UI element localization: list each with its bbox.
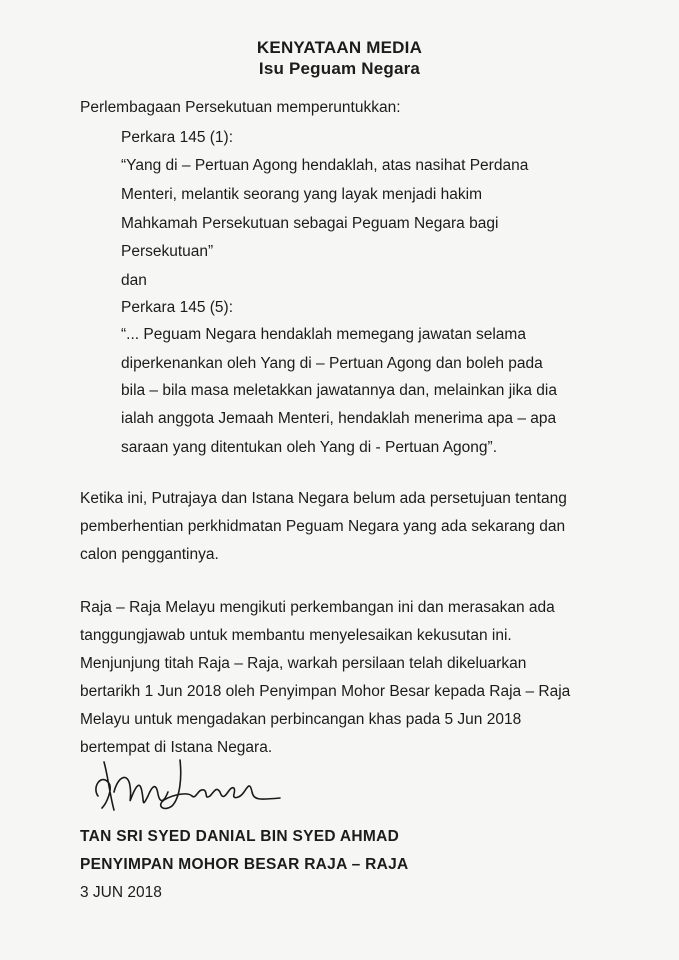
- article-2-line: “... Peguam Negara hendaklah memegang jawatan selama: [121, 326, 526, 343]
- signature-date: 3 JUN 2018: [80, 884, 162, 901]
- article-1-line: Persekutuan”: [121, 243, 214, 260]
- signatory-name: TAN SRI SYED DANIAL BIN SYED AHMAD: [80, 828, 400, 845]
- handwritten-signature-icon: [84, 752, 284, 822]
- document-title: KENYATAAN MEDIA: [256, 38, 423, 57]
- paragraph-2-line: Melayu untuk mengadakan perbincangan khas pada 5 Jun 2018: [80, 711, 522, 728]
- signatory-position: PENYIMPAN MOHOR BESAR RAJA – RAJA: [80, 856, 409, 873]
- conjunction: dan: [121, 272, 147, 289]
- article-1-line: “Yang di – Pertuan Agong hendaklah, atas nasihat Perdana: [121, 157, 529, 174]
- document-subtitle: Isu Peguam Negara: [258, 59, 421, 78]
- paragraph-2-line: Raja – Raja Melayu mengikuti perkembangan ini dan merasakan ada: [80, 599, 555, 616]
- paragraph-1-line: calon penggantinya.: [80, 546, 219, 563]
- article-2-line: saraan yang ditentukan oleh Yang di - Pertuan Agong”.: [121, 439, 498, 456]
- paragraph-1-line: pemberhentian perkhidmatan Peguam Negara yang ada sekarang dan: [80, 518, 566, 535]
- paragraph-2-line: tanggungjawab untuk membantu menyelesaikan kekusutan ini.: [80, 627, 512, 644]
- intro-line: Perlembagaan Persekutuan memperuntukkan:: [80, 99, 401, 116]
- article-1-line: Menteri, melantik seorang yang layak menjadi hakim: [121, 186, 482, 203]
- article-2-line: bila – bila masa meletakkan jawatannya dan, melainkan jika dia: [121, 382, 557, 399]
- paragraph-1-line: Ketika ini, Putrajaya dan Istana Negara belum ada persetujuan tentang: [80, 490, 567, 507]
- paragraph-2-line: Menjunjung titah Raja – Raja, warkah persilaan telah dikeluarkan: [80, 655, 527, 672]
- paragraph-2-line: bertarikh 1 Jun 2018 oleh Penyimpan Mohor Besar kepada Raja – Raja: [80, 683, 571, 700]
- article-2-line: ialah anggota Jemaah Menteri, hendaklah menerima apa – apa: [121, 410, 557, 427]
- article-2-line: diperkenankan oleh Yang di – Pertuan Agong dan boleh pada: [121, 355, 543, 372]
- article-1-line: Mahkamah Persekutuan sebagai Peguam Negara bagi: [121, 215, 499, 232]
- article-1-heading: Perkara 145 (1):: [121, 129, 233, 146]
- article-2-heading: Perkara 145 (5):: [121, 299, 233, 316]
- paragraph-2-line: bertempat di Istana Negara.: [80, 739, 273, 756]
